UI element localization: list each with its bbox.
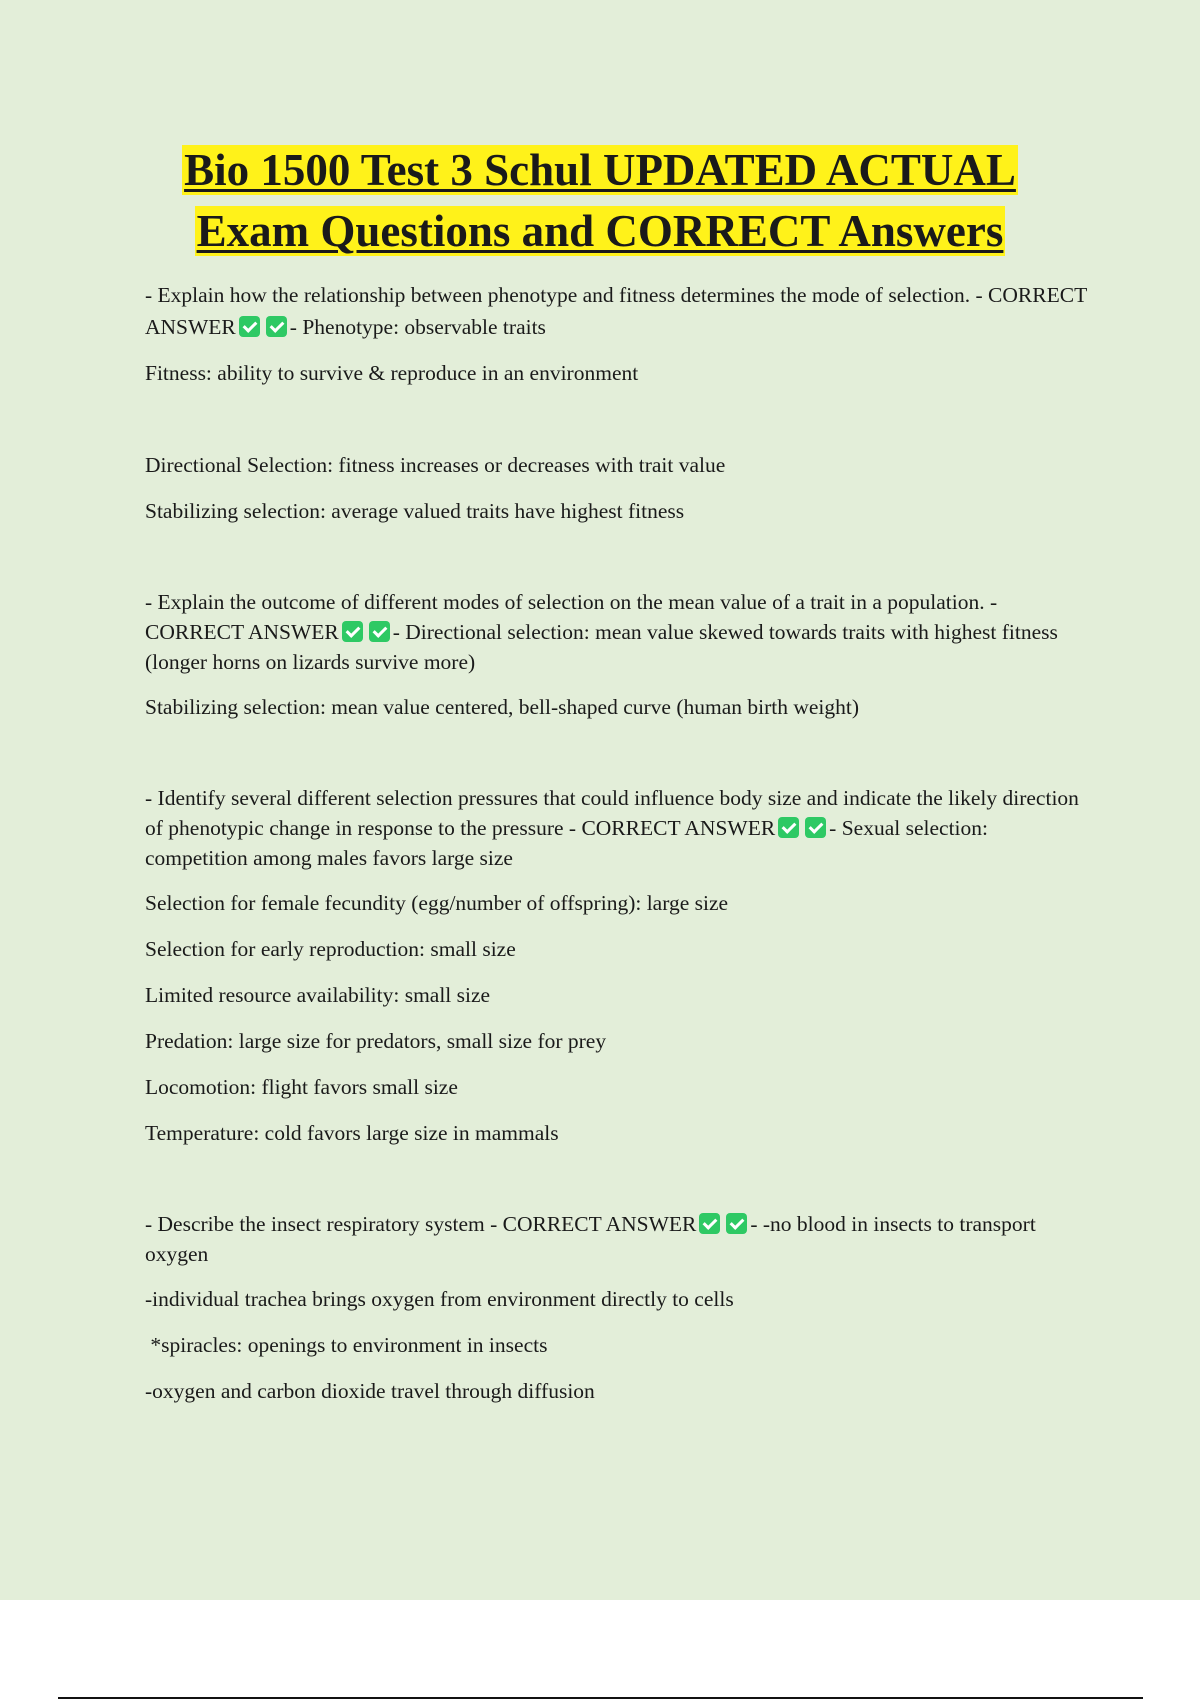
question-text: - Explain the outcome of different modes of selection on the mean value of a trait in a population. -	[145, 590, 998, 614]
title-line-2: Exam Questions and CORRECT Answers	[196, 206, 1004, 256]
check-mark-icon	[778, 817, 799, 838]
qa-content	[145, 279, 1095, 1421]
answer-line: *spiracles: openings to environment in insects	[145, 1333, 548, 1357]
title-line-1: Bio 1500 Test 3 Schul UPDATED ACTUAL	[184, 145, 1016, 195]
check-mark-icon	[805, 817, 826, 838]
correct-answer-label: CORRECT ANSWER	[581, 816, 776, 840]
qa-item-4	[145, 1209, 1095, 1269]
answer-line: -oxygen and carbon dioxide travel through diffusion	[145, 1379, 595, 1403]
answer-line: Limited resource availability: small size	[145, 983, 491, 1007]
question-text: - Explain how the relationship between phenotype and fitness determines the mode of selection. -	[145, 283, 983, 307]
check-mark-icon	[342, 621, 363, 642]
correct-answer-label: CORRECT ANSWER	[145, 620, 339, 644]
question-text: - Identify several different selection pressures that could influence body size and indicate the likely direction of phenotypic change in response to the pressure -	[145, 786, 1079, 840]
check-mark-icon	[726, 1213, 747, 1234]
answer-line: Directional Selection: fitness increases or decreases with trait value	[145, 453, 726, 477]
answer-text: - Phenotype: observable traits	[289, 315, 546, 339]
answer-line: Selection for early reproduction: small size	[145, 937, 516, 961]
answer-text: - Directional selection: mean value skewed towards traits with highest fitness (longer horns on lizards survive more)	[145, 620, 1058, 674]
answer-text: - -no blood in insects to transport oxygen	[145, 1212, 1036, 1266]
answer-line: -individual trachea brings oxygen from environment directly to cells	[145, 1287, 734, 1311]
footer-divider	[58, 1697, 1143, 1699]
qa-item-2	[145, 587, 1095, 677]
answer-line: Stabilizing selection: average valued traits have highest fitness	[145, 499, 685, 523]
qa-item-1	[145, 279, 1095, 343]
answer-line: Stabilizing selection: mean value centered, bell-shaped curve (human birth weight)	[145, 695, 860, 719]
answer-line: Temperature: cold favors large size in mammals	[145, 1121, 559, 1145]
correct-answer-label: CORRECT ANSWER	[145, 283, 1087, 339]
question-text: - Describe the insect respiratory system -	[145, 1212, 498, 1236]
check-mark-icon	[239, 316, 260, 337]
check-mark-icon	[699, 1213, 720, 1234]
correct-answer-label: CORRECT ANSWER	[502, 1212, 697, 1236]
answer-line: Fitness: ability to survive & reproduce in an environment	[145, 361, 639, 385]
answer-text: - Sexual selection: competition among males favors large size	[145, 816, 988, 870]
answer-line: Locomotion: flight favors small size	[145, 1075, 458, 1099]
check-mark-icon	[369, 621, 390, 642]
check-mark-icon	[266, 316, 287, 337]
answer-line: Predation: large size for predators, small size for prey	[145, 1029, 607, 1053]
document-title	[0, 140, 1200, 262]
qa-item-3	[145, 783, 1095, 873]
answer-line: Selection for female fecundity (egg/number of offspring): large size	[145, 891, 729, 915]
